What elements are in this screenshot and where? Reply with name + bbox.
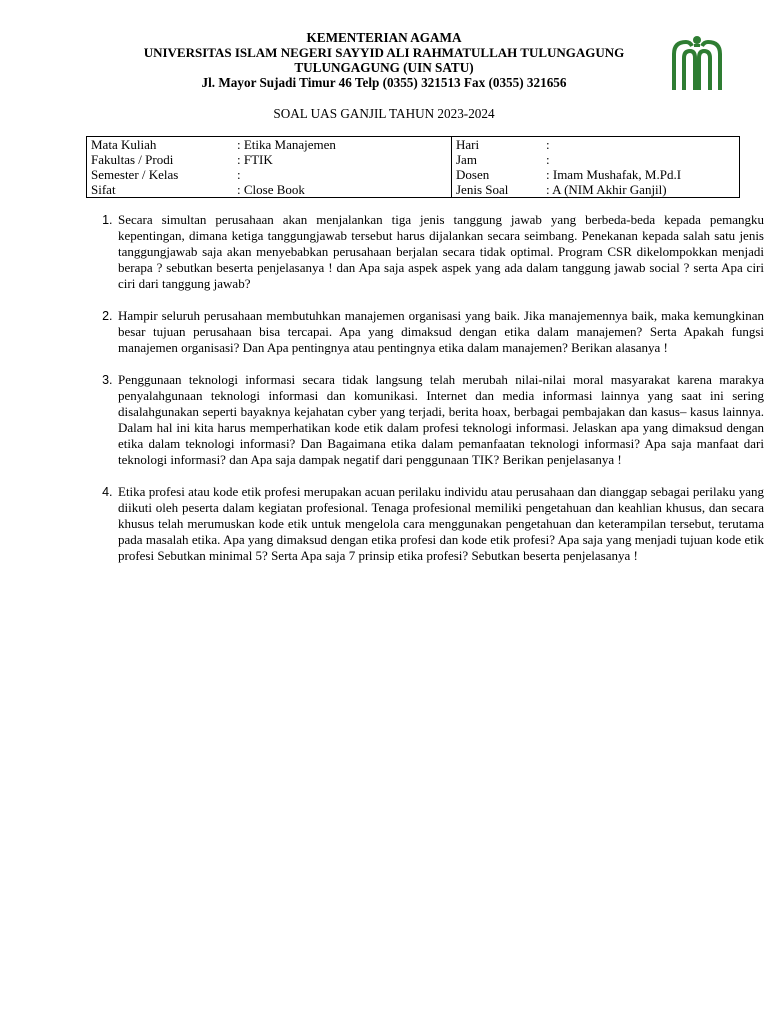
info-label: Semester / Kelas (91, 167, 179, 182)
info-value: : (233, 167, 452, 182)
question-item: 4. Etika profesi atau kode etik profesi merupakan acuan perilaku individu atau perusahaan dan dianggap sebagai perilaku yang diikuti oleh peserta dalam kegiatan profesional. Tenaga profesional memiliki pengetahuan dan keahlian khusus, dan secara khusus telah merumuskan kode etik untuk mengelola cara menggunakan pengetahuan dan keterampilan tersebut, terutama pada masalah etika. Apa yang dimaksud dengan etika profesi dan kode etik profesi? Apa saja yang menjadi tujuan kode etik profesi Sebutkan minimal 5? Serta Apa saja 7 prinsip etika profesi? Sebutkan beserta penjelasanya ! (116, 484, 764, 564)
info-row (87, 137, 740, 153)
exam-info-table (86, 136, 740, 198)
info-label: Mata Kuliah (91, 137, 157, 152)
info-value: : Etika Manajemen (233, 137, 452, 153)
university-logo-icon (668, 34, 726, 92)
info-value: : FTIK (233, 152, 452, 167)
info-label: Hari (456, 137, 480, 152)
university-address: Jl. Mayor Sujadi Timur 46 Telp (0355) 321513 Fax (0355) 321656 (201, 75, 567, 90)
info-value: : A (NIM Akhir Ganjil) (546, 182, 667, 197)
info-label: Jenis Soal (456, 182, 509, 197)
info-value: : (546, 137, 550, 152)
info-label: Sifat (91, 182, 116, 197)
info-label: Fakultas / Prodi (91, 152, 174, 167)
letterhead (0, 30, 768, 90)
info-value: : Imam Mushafak, M.Pd.I (546, 167, 682, 182)
info-label: Dosen (456, 167, 490, 182)
info-value: : Close Book (233, 182, 452, 198)
exam-title: SOAL UAS GANJIL TAHUN 2023-2024 (273, 106, 495, 121)
ministry-name: KEMENTERIAN AGAMA (306, 30, 462, 45)
info-row (87, 182, 740, 198)
question-item: 2. Hampir seluruh perusahaan membutuhkan manajemen organisasi yang baik. Jika manajemennya baik, maka kemungkinan besar tujuan perusahaan bisa tercapai. Apa yang dimaksud dengan etika dalam manajemen? Serta Apakah fungsi manajemen organisasi? Dan Apa pentingnya atau pentingnya etika dalam manajemen? Berikan alasanya ! (116, 308, 764, 356)
info-row (87, 167, 740, 182)
question-item: 3. Penggunaan teknologi informasi secara tidak langsung telah merubah nilai-nilai moral masyarakat karena marakya penyalahgunaan teknologi informasi dan komunikasi. Internet dan media informasi lainnya yang saat ini sering disalahgunakan seperti bayaknya kejahatan cyber yang terjadi, berita hoax, berbagai pembajakan dan kasus– kasus lainnya. Dalam hal ini kita harus memperhatikan kode etik dalam profesi teknologi informasi. Jelaskan apa yang dimaksud dengan etika dalam teknologi informasi? Dan Bagaimana etika dalam pemanfaatan teknologi informasi? Apa saja manfaat dari teknologi informasi? dan Apa saja dampak negatif dari penggunaan TIK? Berikan penjelasanya ! (116, 372, 764, 468)
info-value: : (546, 152, 550, 167)
university-short-name: TULUNGAGUNG (UIN SATU) (294, 60, 474, 75)
info-row (87, 152, 740, 167)
info-label: Jam (456, 152, 477, 167)
university-name: UNIVERSITAS ISLAM NEGERI SAYYID ALI RAHMATULLAH TULUNGAGUNG (143, 45, 625, 60)
question-list (86, 212, 764, 580)
question-item: 1. Secara simultan perusahaan akan menjalankan tiga jenis tanggung jawab yang berbeda-beda kepada pemangku kepentingan, dimana ketiga tanggungjawab tersebut harus dijalankan secara seimbang. Penekanan kepada salah satu jenis tanggungjawab saja akan menyebabkan perusahaan berjalan secara tidak optimal. Program CSR dikelompokkan menjadi berapa ? sebutkan beserta penjelasanya ! dan Apa saja aspek aspek yang ada dalam tanggung jawab social ? serta Apa ciri ciri dari tanggung jawab? (116, 212, 764, 292)
